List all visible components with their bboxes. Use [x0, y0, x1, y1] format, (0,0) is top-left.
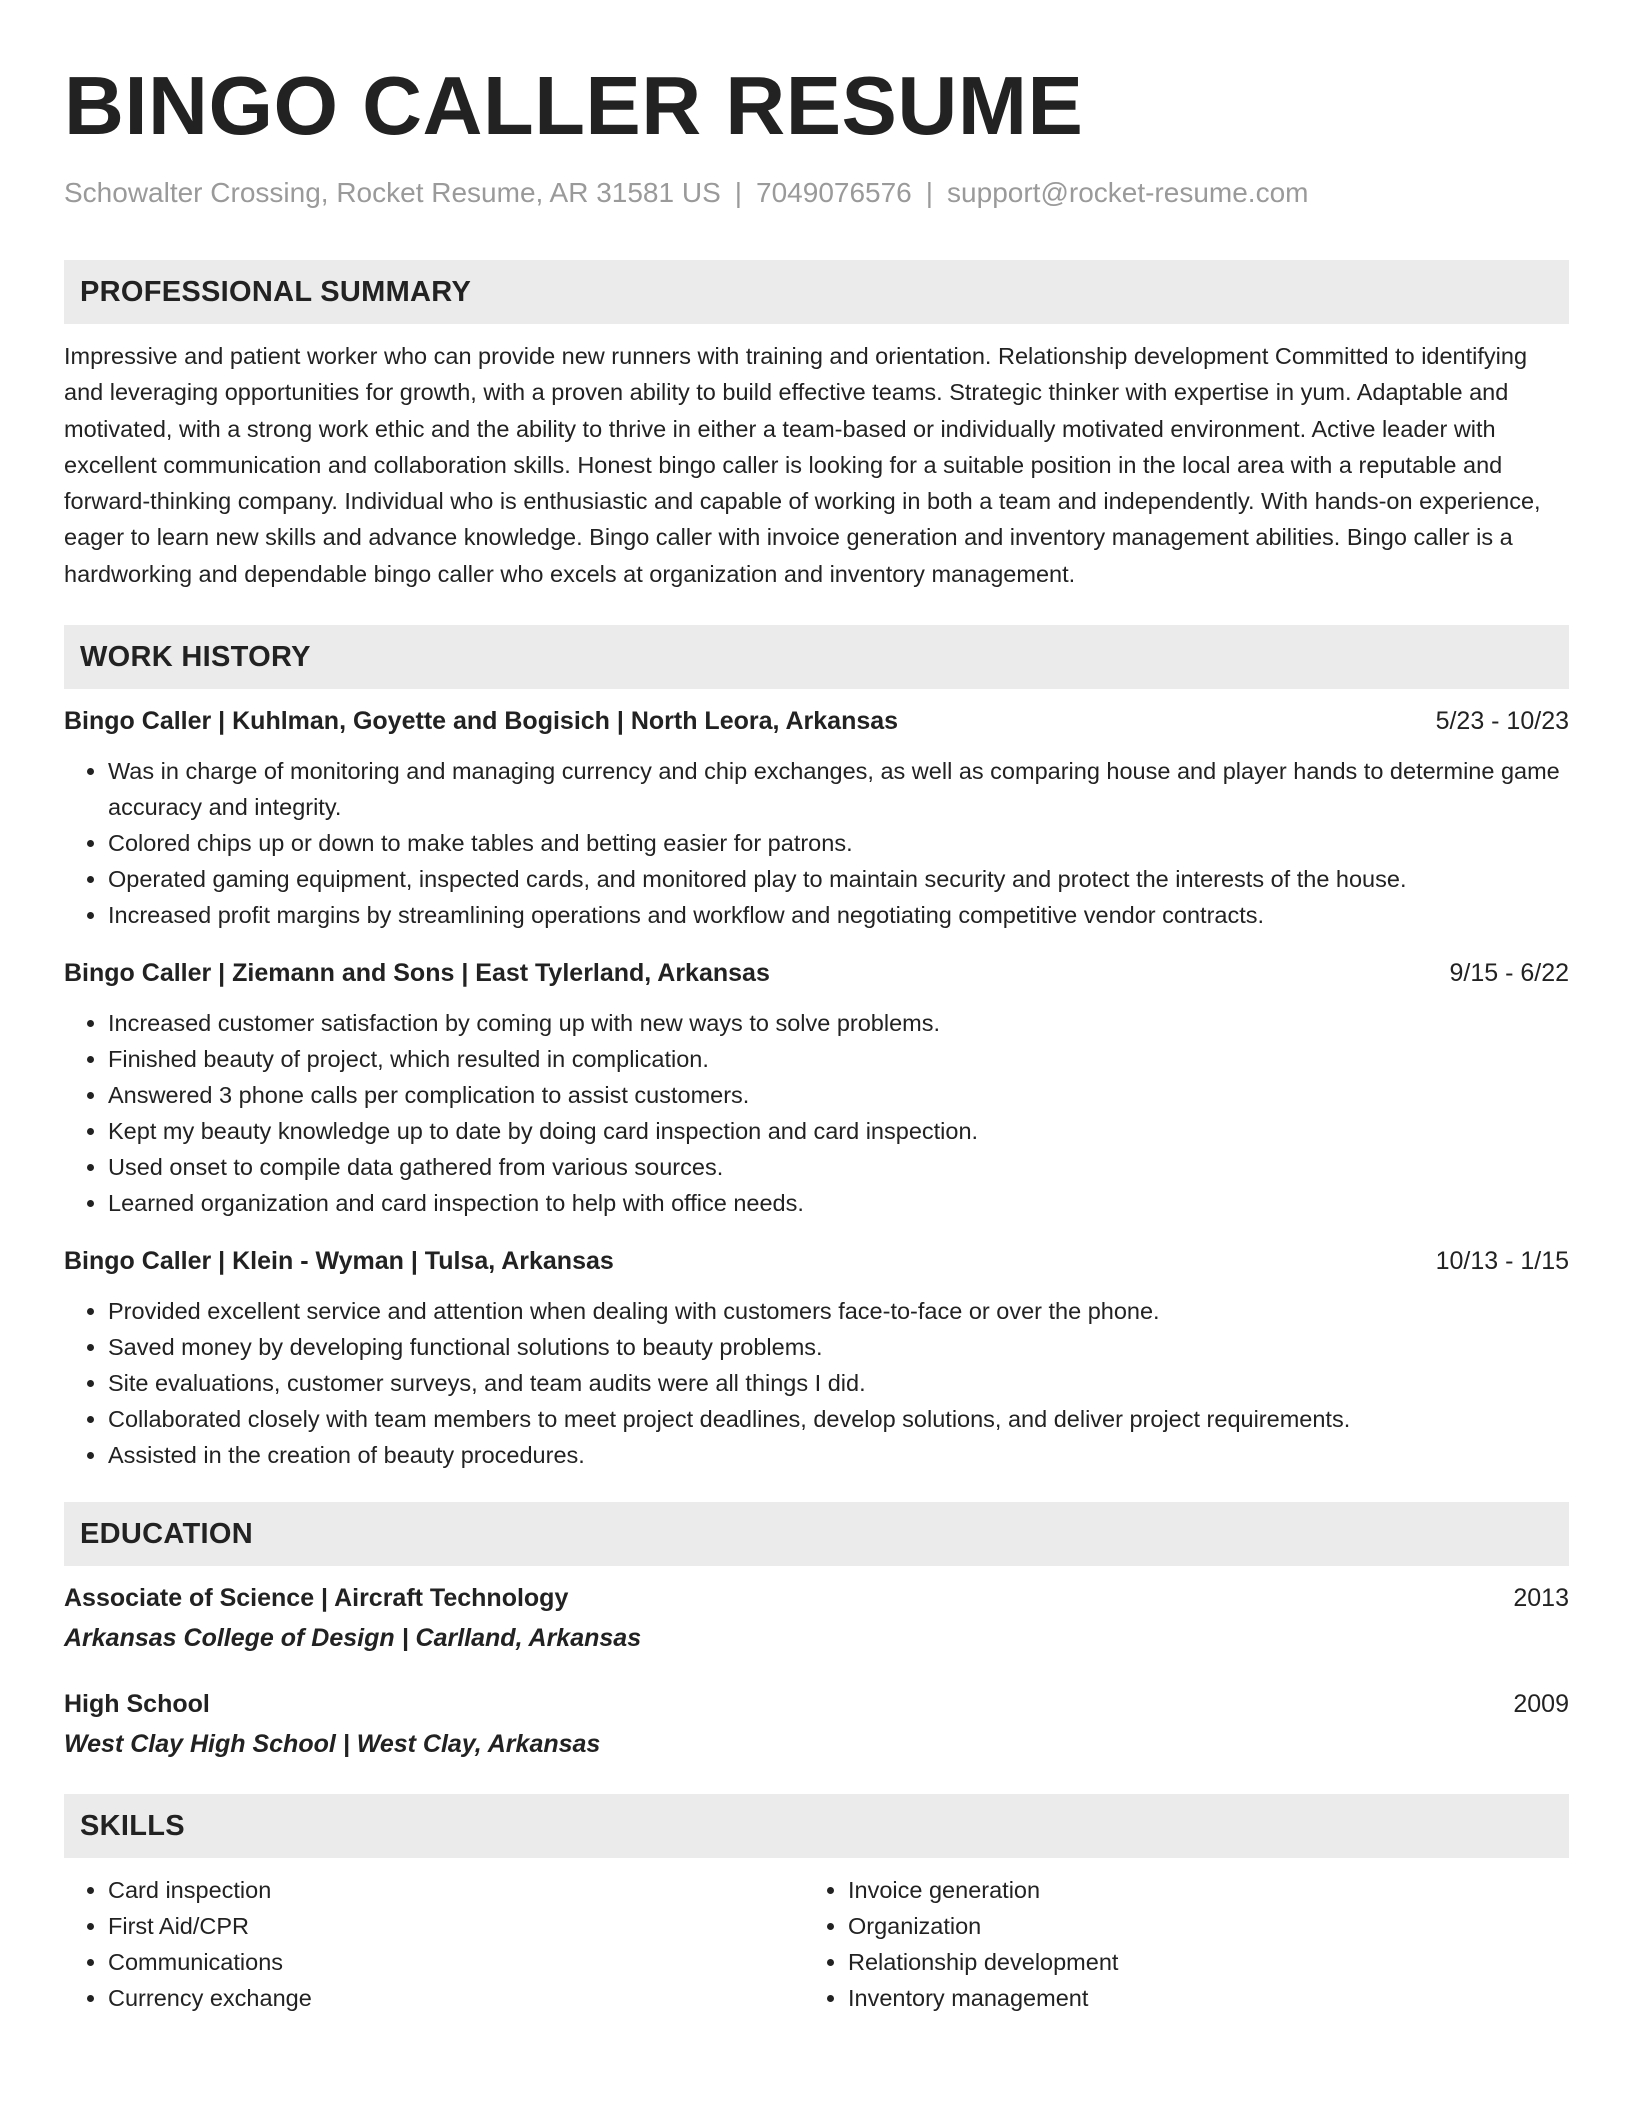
contact-address: Schowalter Crossing, Rocket Resume, AR 31581 US: [64, 177, 721, 208]
job-bullet: • Operated gaming equipment, inspected cards, and monitored play to maintain security and protect the interests of the house.: [108, 861, 1569, 897]
job-header: [64, 955, 1569, 991]
job-bullet: • Used onset to compile data gathered from various sources.: [108, 1149, 1569, 1185]
job-bullet: • Collaborated closely with team members to meet project deadlines, develop solutions, and deliver project requirements.: [108, 1401, 1569, 1437]
work-history-section: [64, 625, 1569, 1473]
summary-text: Impressive and patient worker who can provide new runners with training and orientation. Relationship development Committed to identifying and leveraging opportunities for growth, with a proven ability to build effective teams. Strategic thinker with expertise in yum. Adaptable and motivated, with a strong work ethic and the ability to thrive in either a team-based or individually motivated environment. Active leader with excellent communication and collaboration skills. Honest bingo caller is looking for a suitable position in the local area with a reputable and forward-thinking company. Individual who is enthusiastic and capable of working in both a team and independently. With hands-on experience, eager to learn new skills and advance knowledge. Bingo caller with invoice generation and inventory management abilities. Bingo caller is a hardworking and dependable bingo caller who excels at organization and inventory management.: [64, 343, 1541, 587]
skill-item: • Inventory management: [848, 1980, 1544, 2016]
job-title: Bingo Caller | Klein - Wyman | Tulsa, Arkansas: [64, 1247, 614, 1276]
skill-item: • Card inspection: [108, 1872, 804, 1908]
education-degree: High School: [64, 1690, 210, 1719]
job-header: [64, 703, 1569, 739]
education-header: [64, 1686, 1569, 1722]
education-entry: [64, 1686, 1569, 1762]
work-history-heading: WORK HISTORY: [64, 625, 1569, 689]
education-header: [64, 1580, 1569, 1616]
summary-section: [64, 260, 1569, 592]
education-heading: EDUCATION: [64, 1502, 1569, 1566]
job-entry: [64, 1243, 1569, 1473]
skills-column-right: [804, 1872, 1544, 2016]
job-bullet: • Kept my beauty knowledge up to date by doing card inspection and card inspection.: [108, 1113, 1569, 1149]
job-title: Bingo Caller | Kuhlman, Goyette and Bogisich | North Leora, Arkansas: [64, 707, 899, 736]
job-bullet: • Site evaluations, customer surveys, and team audits were all things I did.: [108, 1365, 1569, 1401]
job-bullet: • Increased customer satisfaction by coming up with new ways to solve problems.: [108, 1005, 1569, 1041]
education-entry: [64, 1580, 1569, 1656]
job-dates: 5/23 - 10/23: [1435, 707, 1569, 736]
job-bullet: • Increased profit margins by streamlining operations and workflow and negotiating competitive vendor contracts.: [108, 897, 1569, 933]
job-title: Bingo Caller | Ziemann and Sons | East Tylerland, Arkansas: [64, 959, 770, 988]
contact-phone: 7049076576: [756, 177, 912, 208]
job-bullets: [64, 753, 1569, 933]
job-entry: [64, 955, 1569, 1221]
skills-column-left: [64, 1872, 804, 2016]
resume-title: BINGO CALLER RESUME: [64, 59, 1084, 152]
contact-line: [64, 176, 1569, 210]
contact-email: support@rocket-resume.com: [947, 177, 1309, 208]
job-bullet: • Was in charge of monitoring and managing currency and chip exchanges, as well as comparing house and player hands to determine game accuracy and integrity.: [108, 753, 1569, 825]
skills-heading: SKILLS: [64, 1794, 1569, 1858]
job-bullet: • Provided excellent service and attention when dealing with customers face-to-face or over the phone.: [108, 1293, 1569, 1329]
education-section: [64, 1502, 1569, 1762]
education-year: 2009: [1513, 1690, 1569, 1719]
job-bullet: • Finished beauty of project, which resulted in complication.: [108, 1041, 1569, 1077]
job-dates: 10/13 - 1/15: [1435, 1247, 1569, 1276]
job-header: [64, 1243, 1569, 1279]
education-school: West Clay High School | West Clay, Arkansas: [64, 1730, 601, 1759]
job-bullet: • Learned organization and card inspection to help with office needs.: [108, 1185, 1569, 1221]
skill-item: • Communications: [108, 1944, 804, 1980]
skill-item: • Organization: [848, 1908, 1544, 1944]
contact-separator: |: [734, 177, 743, 208]
job-bullet: • Answered 3 phone calls per complication to assist customers.: [108, 1077, 1569, 1113]
job-bullet: • Assisted in the creation of beauty procedures.: [108, 1437, 1569, 1473]
education-school: Arkansas College of Design | Carlland, Arkansas: [64, 1624, 642, 1653]
job-entry: [64, 703, 1569, 933]
job-bullets: [64, 1293, 1569, 1473]
skills-grid: [64, 1872, 1569, 2016]
contact-separator: |: [925, 177, 934, 208]
job-bullets: [64, 1005, 1569, 1221]
skill-item: • Invoice generation: [848, 1872, 1544, 1908]
skill-item: • First Aid/CPR: [108, 1908, 804, 1944]
skills-section: [64, 1794, 1569, 2016]
job-dates: 9/15 - 6/22: [1449, 959, 1569, 988]
education-year: 2013: [1513, 1584, 1569, 1613]
job-bullet: • Saved money by developing functional solutions to beauty problems.: [108, 1329, 1569, 1365]
summary-heading: PROFESSIONAL SUMMARY: [64, 260, 1569, 324]
skill-item: • Relationship development: [848, 1944, 1544, 1980]
education-degree: Associate of Science | Aircraft Technology: [64, 1584, 569, 1613]
skill-item: • Currency exchange: [108, 1980, 804, 2016]
job-bullet: • Colored chips up or down to make tables and betting easier for patrons.: [108, 825, 1569, 861]
